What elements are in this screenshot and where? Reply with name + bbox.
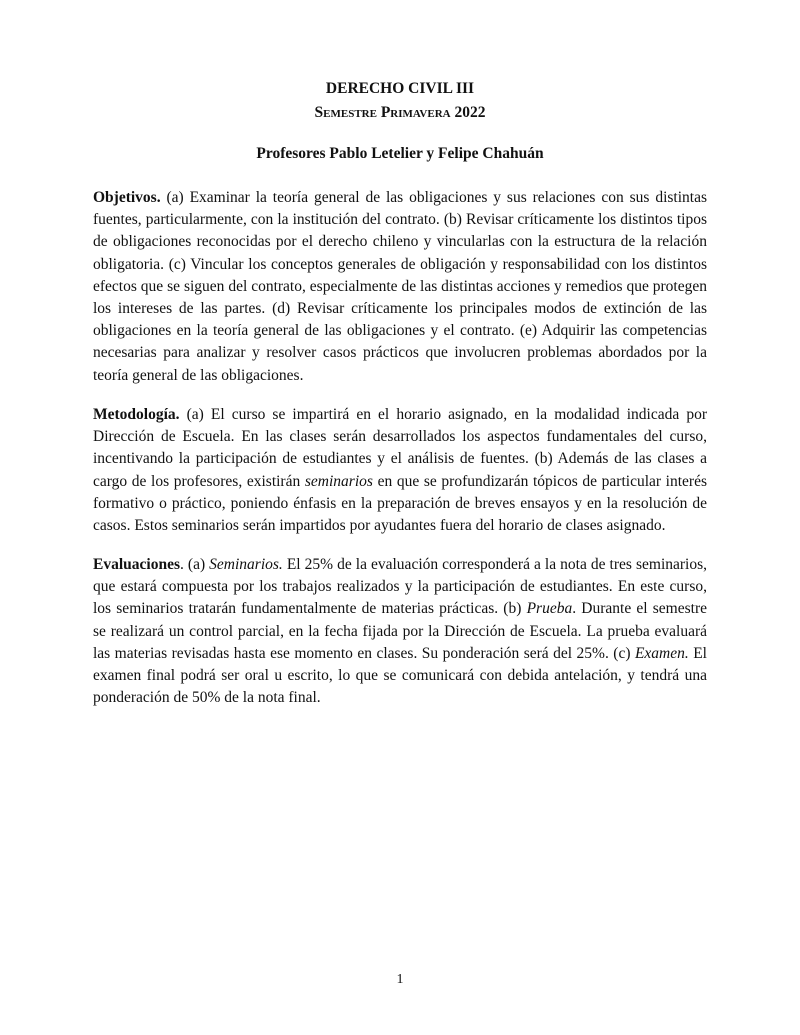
professors-heading: Profesores Pablo Letelier y Felipe Chahuán xyxy=(256,145,544,162)
metodologia-paragraph xyxy=(93,404,707,537)
metodologia-seminarios-term: seminarios xyxy=(304,472,373,490)
semester-year: 2022 xyxy=(454,104,486,121)
metodologia-section xyxy=(93,404,707,537)
objetivos-text: (a) Examinar la teoría general de las obligaciones y sus relaciones con sus distintas fuentes, particularmente, con la institución del contrato. (b) Revisar críticamente los distintos tipos de obligaciones reconocidas por el derecho chileno y vincularlas con la estructura de la relación obligatoria. (c) Vincular los conceptos generales de obligación y responsabilidad con los distintos efectos que se siguen del contrato, especialmente de las distintas acciones y remedios que protegen los intereses de las partes. (d) Revisar críticamente los principales modos de extinción de las obligaciones en la teoría general de las obligaciones y el contrato. (e) Adquirir las competencias necesarias para analizar y resolver casos prácticos que involucren problemas abordados por la teoría general de las obligaciones. xyxy=(93,189,707,384)
objetivos-paragraph xyxy=(93,187,707,387)
objetivos-label: Objetivos. xyxy=(93,189,161,206)
course-title: DERECHO CIVIL III xyxy=(325,80,475,97)
evaluaciones-text-3: El examen final podrá ser oral u escrito, lo que se comunicará con debida antelación, y tendrá una ponderación de 50% de la nota final. xyxy=(93,644,707,707)
objetivos-section xyxy=(93,187,707,387)
evaluaciones-text-1: El 25% de la evaluación corresponderá a la nota de tres seminarios, que estará compuesta por los trabajos realizados y la participación de estudiantes. En este curso, los seminarios tratarán fundamentalmente de materias prácticas. (b) xyxy=(93,556,707,618)
evaluaciones-section xyxy=(93,554,707,709)
evaluaciones-label: Evaluaciones xyxy=(93,556,180,573)
semester-label: Semestre Primavera xyxy=(314,104,451,121)
evaluaciones-text-0: . (a) xyxy=(179,556,210,573)
evaluaciones-paragraph xyxy=(93,554,707,709)
metodologia-text-1: (a) El curso se impartirá en el horario asignado, en la modalidad indicada por Dirección de Escuela. En las clases serán desarrollados los aspectos fundamentales del curso, incentivando la participación de estudiantes y el análisis de fuentes. (b) Además de las clases a cargo de los profesores, existirán xyxy=(93,406,707,490)
semester-heading xyxy=(0,104,800,122)
evaluaciones-prueba-term: Prueba xyxy=(526,600,573,618)
evaluaciones-seminarios-term: Seminarios. xyxy=(209,556,283,573)
metodologia-label: Metodología. xyxy=(93,406,180,423)
evaluaciones-text-2: . Durante el semestre se realizará un control parcial, en la fecha fijada por la Dirección de Escuela. La prueba evaluará las materias revisadas hasta ese momento en clases. Su ponderación será del 25%. (c) xyxy=(93,600,707,662)
metodologia-text-2: en que se profundizarán tópicos de particular interés formativo o práctico, poniendo énfasis en la preparación de breves ensayos y en la resolución de casos. Estos seminarios serán impartidos por ayudantes fuera del horario de clases asignado. xyxy=(93,472,707,535)
page-number: 1 xyxy=(396,972,404,987)
evaluaciones-examen-term: Examen. xyxy=(634,644,689,662)
